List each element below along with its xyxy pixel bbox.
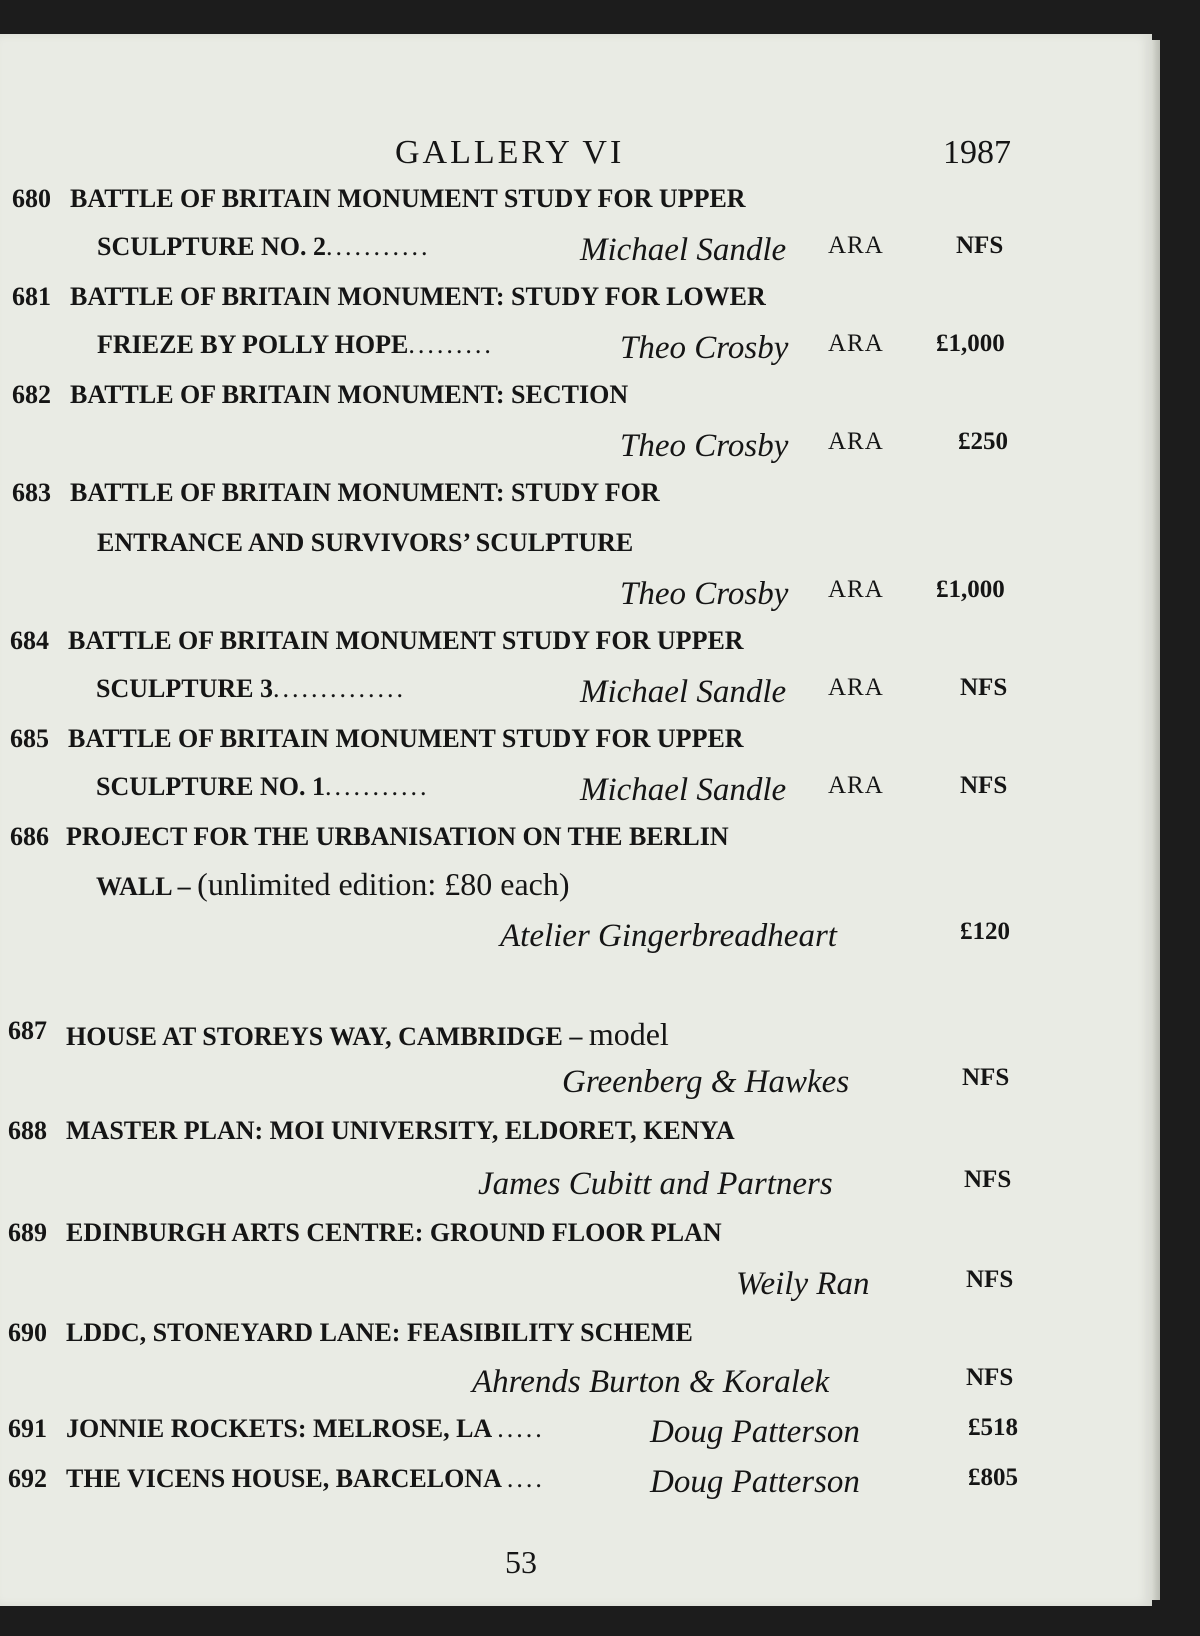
entry-title: BATTLE OF BRITAIN MONUMENT: STUDY FOR (70, 478, 660, 507)
entry-title: BATTLE OF BRITAIN MONUMENT: SECTION (70, 380, 629, 409)
artist-name: Theo Crosby (620, 428, 789, 464)
page-edge (1152, 40, 1160, 1600)
entry-number: 689 (8, 1218, 47, 1247)
page-number: 53 (505, 1544, 537, 1580)
price: NFS (966, 1364, 1014, 1391)
edition-note: (unlimited edition: £80 each) (197, 866, 570, 902)
entry-number: 687 (8, 1016, 47, 1045)
entry-691 (0, 1414, 1152, 1464)
entry-title-continuation: SCULPTURE NO. 1........... (96, 772, 430, 801)
academician-suffix: ARA (828, 330, 884, 357)
entry-number: 688 (8, 1116, 47, 1145)
price: NFS (960, 772, 1008, 799)
entry-title: BATTLE OF BRITAIN MONUMENT STUDY FOR UPPER (68, 724, 744, 753)
entry-number: 683 (12, 478, 51, 507)
entry-title: HOUSE AT STOREYS WAY, CAMBRIDGE – model (66, 1016, 669, 1052)
entry-686 (0, 822, 1152, 872)
entry-title: BATTLE OF BRITAIN MONUMENT STUDY FOR UPPER (68, 626, 744, 655)
entry-title-continuation: SCULPTURE NO. 2........... (97, 232, 431, 261)
entry-number: 680 (12, 184, 51, 213)
entry-title: JONNIE ROCKETS: MELROSE, LA ..... (66, 1414, 545, 1443)
entry-684-credit (0, 674, 1152, 724)
entry-title-continuation: WALL – (unlimited edition: £80 each) (96, 866, 570, 902)
entry-686-title-2 (0, 866, 1152, 916)
entry-687-credit (0, 1064, 1152, 1114)
price: NFS (966, 1266, 1014, 1293)
academician-suffix: ARA (828, 576, 884, 603)
entry-title: PROJECT FOR THE URBANISATION ON THE BERLIN (66, 822, 729, 851)
entry-title-continuation: SCULPTURE 3.............. (96, 674, 406, 703)
entry-title-continuation: ENTRANCE AND SURVIVORS’ SCULPTURE (97, 528, 634, 557)
entry-number: 690 (8, 1318, 47, 1347)
entry-688-credit (0, 1166, 1152, 1216)
entry-683-title-2 (0, 528, 1152, 578)
artist-name: Doug Patterson (650, 1414, 860, 1450)
entry-number: 684 (10, 626, 49, 655)
entry-680 (0, 184, 1152, 234)
catalogue-entries (0, 34, 1152, 1606)
entry-682-credit (0, 428, 1152, 478)
gallery-heading: GALLERY VI (395, 134, 625, 171)
academician-suffix: ARA (828, 772, 884, 799)
artist-name: Theo Crosby (620, 330, 789, 366)
academician-suffix: ARA (828, 232, 884, 259)
entry-689 (0, 1218, 1152, 1268)
entry-683 (0, 478, 1152, 528)
entry-number: 682 (12, 380, 51, 409)
entry-685 (0, 724, 1152, 774)
price: £250 (958, 428, 1008, 455)
price: NFS (964, 1166, 1012, 1193)
entry-682 (0, 380, 1152, 430)
entry-684 (0, 626, 1152, 676)
artist-name: Weily Ran (736, 1266, 870, 1302)
artist-name: Greenberg & Hawkes (562, 1064, 850, 1100)
medium-note: model (588, 1016, 669, 1052)
entry-number: 681 (12, 282, 51, 311)
entry-689-credit (0, 1266, 1152, 1316)
price: NFS (956, 232, 1004, 259)
price: NFS (962, 1064, 1010, 1091)
entry-681-credit (0, 330, 1152, 380)
entry-681 (0, 282, 1152, 332)
entry-685-credit (0, 772, 1152, 822)
entry-686-credit (0, 918, 1152, 968)
entry-number: 692 (8, 1464, 47, 1493)
entry-number: 685 (10, 724, 49, 753)
entry-680-credit (0, 232, 1152, 282)
price: NFS (960, 674, 1008, 701)
price: £518 (968, 1414, 1018, 1441)
price: £1,000 (936, 330, 1005, 357)
artist-name: Michael Sandle (580, 674, 787, 710)
price: £805 (968, 1464, 1018, 1491)
entry-683-credit (0, 576, 1152, 626)
entry-690-credit (0, 1364, 1152, 1414)
entry-title-continuation: FRIEZE BY POLLY HOPE......... (97, 330, 494, 359)
academician-suffix: ARA (828, 428, 884, 455)
entry-title: BATTLE OF BRITAIN MONUMENT STUDY FOR UPPER (70, 184, 746, 213)
artist-name: Ahrends Burton & Koralek (472, 1364, 830, 1400)
entry-title: THE VICENS HOUSE, BARCELONA .... (66, 1464, 545, 1493)
entry-687 (0, 1016, 1152, 1066)
artist-name: Atelier Gingerbreadheart (500, 918, 837, 954)
artist-name: Michael Sandle (580, 772, 787, 808)
entry-title: MASTER PLAN: MOI UNIVERSITY, ELDORET, KENYA (66, 1116, 735, 1145)
entry-690 (0, 1318, 1152, 1368)
artist-name: Michael Sandle (580, 232, 787, 268)
entry-title: EDINBURGH ARTS CENTRE: GROUND FLOOR PLAN (66, 1218, 722, 1247)
entry-title: LDDC, STONEYARD LANE: FEASIBILITY SCHEME (66, 1318, 693, 1347)
entry-692 (0, 1464, 1152, 1514)
entry-number: 691 (8, 1414, 47, 1443)
artist-name: Theo Crosby (620, 576, 789, 612)
catalogue-page (0, 34, 1152, 1606)
artist-name: Doug Patterson (650, 1464, 860, 1500)
price: £120 (960, 918, 1010, 945)
academician-suffix: ARA (828, 674, 884, 701)
entry-title: BATTLE OF BRITAIN MONUMENT: STUDY FOR LOWER (70, 282, 766, 311)
entry-number: 686 (10, 822, 49, 851)
price: £1,000 (936, 576, 1005, 603)
year-heading: 1987 (943, 134, 1011, 171)
artist-name: James Cubitt and Partners (478, 1166, 833, 1202)
entry-688 (0, 1116, 1152, 1166)
